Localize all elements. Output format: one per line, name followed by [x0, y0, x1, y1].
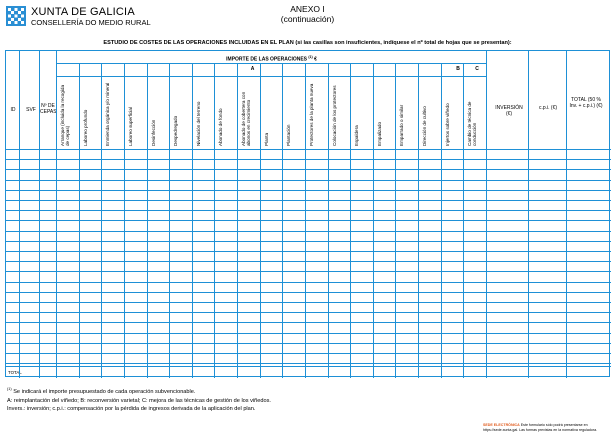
grid-hline: [6, 159, 611, 160]
total-row-label: TOTAL: [8, 370, 22, 375]
col-header-total: TOTAL (50 % Inv. + c.p.i.) (€): [569, 97, 603, 109]
annex-subtitle: (continuación): [280, 14, 335, 24]
footnote-1: [7, 386, 195, 396]
grid-hline: [6, 312, 611, 313]
col-header-op-14: Espaldera: [354, 125, 360, 146]
cost-table: [5, 50, 610, 377]
footnote-2: A: reimplantación del viñedo; B: reconversión varietal; C: mejora de las técnicas de gestión de los viñedos.: [7, 398, 271, 404]
group-a-label: A: [250, 66, 255, 72]
grid-vline: [528, 51, 529, 378]
grid-hline: [56, 63, 486, 64]
grid-vline: [19, 51, 20, 378]
grid-hline: [6, 231, 611, 232]
footnote-1-text: Se indicará el importe presupuestado de cada operación subvencionable.: [13, 388, 196, 395]
col-header-op-4: Laboreo superficial: [127, 107, 133, 146]
grid-hline: [56, 76, 486, 77]
col-header-op-18: Injertos sobre viñedo: [444, 103, 450, 146]
col-header-svf: SVF: [26, 107, 36, 113]
importe-header-label: IMPORTE DE LAS OPERACIONES: [226, 56, 307, 63]
grid-hline: [6, 169, 611, 170]
grid-hline: [6, 210, 611, 211]
grid-hline: [6, 353, 611, 354]
col-header-inversion: INVERSIÓN (€): [495, 105, 523, 117]
grid-hline: [6, 149, 611, 150]
stamp-text: Este formulario sólo podrá presentarse en https://sede.xunta.gal. Las formas previstas en la normativa reguladora.: [483, 423, 598, 432]
grid-vline: [566, 51, 567, 378]
col-header-op-10: Planta: [263, 132, 269, 146]
col-header-op-11: Plantación: [286, 124, 292, 146]
col-header-op-6: Despedregado: [173, 115, 179, 146]
col-header-op-3: Enmienda orgánica y/o mineral: [105, 82, 111, 146]
footnote-1-mark: (1): [7, 387, 12, 391]
grid-hline: [6, 220, 611, 221]
grid-hline: [6, 302, 611, 303]
col-header-op-7: Nivelación del terreno: [195, 101, 201, 146]
grid-hline: [6, 322, 611, 323]
col-header-op-17: Dirección de cultivo: [422, 106, 428, 146]
grid-hline: [6, 292, 611, 293]
stamp-brand: SEDE ELECTRÓNICA: [483, 423, 520, 427]
col-header-op-1: Arranque (incluida la recogida de cepas): [60, 84, 70, 146]
grid-hline: [6, 333, 611, 334]
col-header-cpi: c.p.i. (€): [538, 105, 558, 111]
grid-hline: [6, 180, 611, 181]
footnote-3: Invers.: inversión; c.p.i.: compensación por la pérdida de ingresos derivada de la aplicación del plan.: [7, 406, 256, 412]
electronic-stamp: [483, 423, 611, 432]
grid-hline: [6, 241, 611, 242]
col-header-cepas: Nº DE CEPAS: [40, 103, 57, 115]
grid-hline: [6, 343, 611, 344]
importe-header-unit: €: [314, 56, 317, 63]
col-header-op-15: Empalizado: [376, 121, 382, 146]
grid-vline: [486, 51, 487, 378]
form-subtitle: ESTUDIO DE COSTES DE LAS OPERACIONES INCLUIDAS EN EL PLAN (si las casillas son insuficientes, indíquese el nº total de hojas que se presentan):: [103, 40, 512, 46]
grid-hline: [6, 200, 611, 201]
grid-hline: [6, 190, 611, 191]
grid-hline: [6, 261, 611, 262]
col-header-op-19: Cambio de técnica de conducción: [467, 101, 478, 146]
grid-hline: [6, 251, 611, 252]
col-header-op-16: Emparrado o similar: [399, 104, 405, 146]
group-b-label: B: [456, 66, 460, 72]
col-header-op-5: Desinfección: [150, 119, 156, 146]
grid-vline: [39, 51, 40, 378]
col-header-id: ID: [10, 107, 16, 113]
importe-header: [57, 54, 486, 63]
col-header-op-9: Abonado de cobertera con abonos en crecimiento: [241, 91, 252, 146]
col-header-op-2: Laboreo profundo: [82, 109, 88, 146]
group-c-label: C: [475, 66, 479, 72]
col-header-op-13: Colocación de los protectores: [331, 85, 337, 146]
annex-title: ANEXO I: [290, 4, 325, 14]
grid-hline: [6, 363, 611, 364]
col-header-op-8: Abonado de fondo: [218, 108, 224, 146]
org-name: XUNTA DE GALICIA: [31, 6, 135, 18]
importe-header-note: (1): [308, 55, 313, 59]
grid-hline: [6, 271, 611, 272]
col-header-op-12: Protectores de la planta nueva: [308, 83, 314, 146]
grid-hline: [6, 282, 611, 283]
grid-hline: [6, 366, 611, 367]
dept-name: CONSELLERÍA DO MEDIO RURAL: [31, 18, 151, 27]
grid-vline: [56, 51, 57, 378]
annex-heading: [0, 4, 615, 24]
